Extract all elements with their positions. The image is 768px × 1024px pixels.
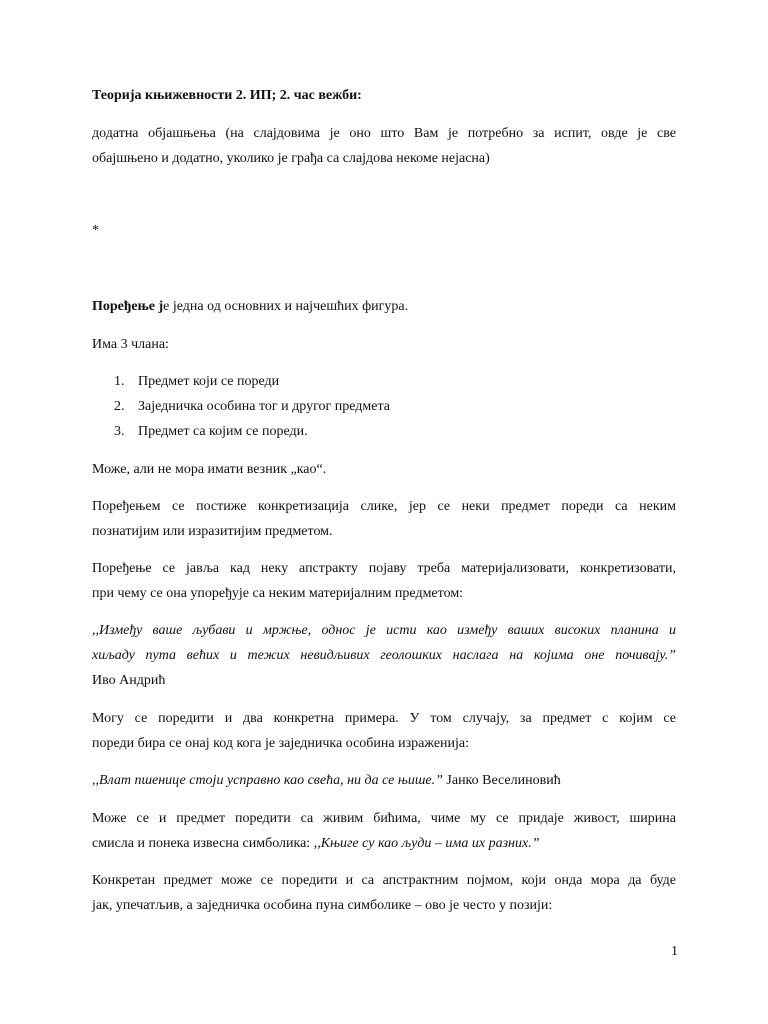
members-intro: Има 3 члана: [92, 337, 169, 352]
living-line-2 [92, 831, 676, 856]
andric-author: Иво Андрић [92, 673, 166, 688]
definition-paragraph [92, 294, 676, 319]
members-list [92, 369, 676, 444]
concretization-paragraph [92, 494, 676, 544]
definition-term: Поређење ј [92, 299, 164, 314]
veselinovic-author: Јанко Веселиновић [446, 773, 561, 788]
page-number: 1 [671, 944, 678, 959]
intro-line-1: додатна објашњења (на слајдовима је оно што Вам је потребно за испит, овде је све [92, 126, 676, 141]
intro-line-2: обајшњено и додатно, уколико је грађа са слајдова некоме нејасна) [92, 151, 490, 166]
list-item-text: Предмет који се пореди [138, 374, 280, 389]
living-line-1: Може се и предмет поредити са живим бићима, чиме му се придаје живост, ширина [92, 811, 676, 826]
andric-quote [92, 618, 676, 693]
document-page [92, 0, 676, 1024]
section-separator: * [92, 223, 99, 238]
concrete-abstract-line-1: Конкретан предмет може се поредити и са апстрактним појмом, који онда мора да буде [92, 873, 676, 888]
two-concrete-line-1: Могу се поредити и два конкретна примера. У том случају, за предмет с којим се [92, 711, 676, 726]
veselinovic-quote-text: ,,Влат пшенице стоји усправно као свећа, ни да се њише.” [92, 773, 443, 788]
living-line-2-text: смисла и понека извесна симболика: [92, 836, 311, 851]
list-item-number: 3. [114, 424, 125, 439]
list-item-text: Предмет са којим се пореди. [138, 424, 308, 439]
two-concrete-paragraph [92, 706, 676, 756]
list-item-text: Заједничка особина тог и другог предмета [138, 399, 390, 414]
list-item-number: 1. [114, 374, 125, 389]
andric-quote-line-2: хиљаду пута већих и тежих невидљивих геолошких наслага на којима оне почивају.” [92, 648, 676, 663]
concrete-abstract-paragraph [92, 868, 676, 918]
abstract-line-1: Поређење се јавља кад неку апстракту појаву треба материјализовати, конкретизовати, [92, 561, 676, 576]
abstract-line-2: при чему се она упоређује са неким материјалним предметом: [92, 586, 464, 601]
conjunction-note: Може, али не мора имати везник „као“. [92, 462, 327, 477]
living-paragraph [92, 806, 676, 856]
two-concrete-line-2: пореди бира се онај код кога је заједничка особина израженија: [92, 736, 470, 751]
abstract-paragraph [92, 556, 676, 606]
concretization-line-1: Поређењем се постиже конкретизација слике, јер се неки предмет пореди са неким [92, 499, 676, 514]
concretization-line-2: познатијим или изразитијим предметом. [92, 524, 333, 539]
veselinovic-quote [92, 768, 676, 793]
intro-paragraph [92, 121, 676, 171]
books-quote: ,,Књиге су као људи – има их разних.” [313, 836, 540, 851]
list-item-number: 2. [114, 399, 125, 414]
list-item [92, 419, 676, 444]
list-item [92, 394, 676, 419]
document-title: Теорија књижевности 2. ИП; 2. час вежби: [92, 88, 362, 103]
definition-rest: е једна од основних и најчешћих фигура. [163, 299, 409, 314]
andric-quote-line-1: ,,Између ваше љубави и мржње, однос је исти као између ваших високих планина и [92, 623, 676, 638]
concrete-abstract-line-2: јак, упечатљив, а заједничка особина пуна симболике – ово је често у позији: [92, 898, 553, 913]
list-item [92, 369, 676, 394]
